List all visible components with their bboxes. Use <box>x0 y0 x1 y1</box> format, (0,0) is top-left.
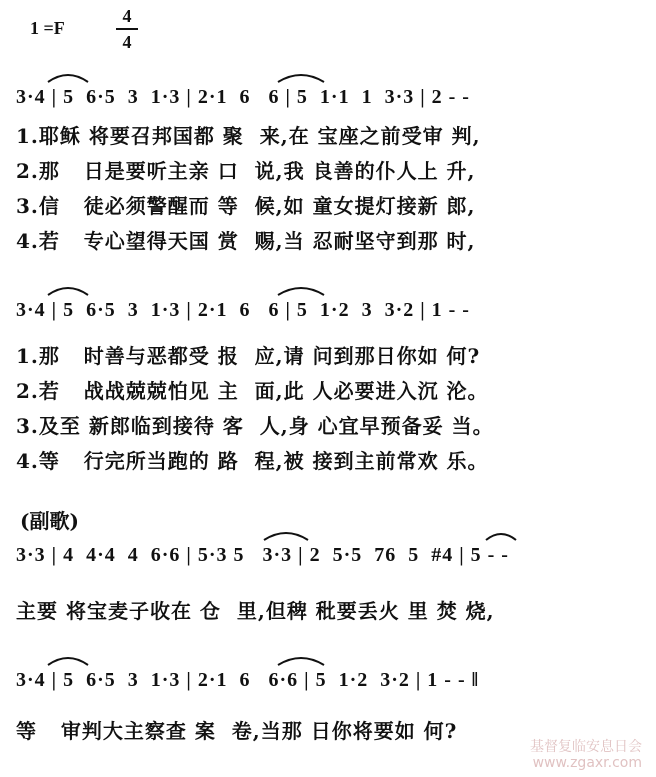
lyric-2-3: 3.及至 新郎临到接待 客 人,身 心宜早预备妥 当。 <box>16 414 494 438</box>
jianpu-notes-2: 3·4 | 5 6·5 3 1·3 | 2·1 6 6 | 5 1·2 3 3·2 | 1 - - <box>16 299 470 321</box>
notation-line-3 <box>16 520 636 568</box>
time-bottom: 4 <box>122 32 132 52</box>
jianpu-notes-3: 3·3 | 4 4·4 4 6·6 | 5·3 5 3·3 | 2 5·5 76 5 #4 | 5 - - <box>16 544 509 566</box>
notation-line-1 <box>16 62 636 110</box>
lyric-1-4: 4.若 专心望得天国 赏 赐,当 忍耐坚守到那 时, <box>16 229 476 253</box>
lyric-1-1: 1.耶稣 将要召邦国都 聚 来,在 宝座之前受审 判, <box>16 124 481 148</box>
watermark-line1: 基督复临安息日会 <box>530 739 642 755</box>
watermark-line2: www.zgaxr.com <box>532 755 642 771</box>
watermark <box>530 739 642 771</box>
lyric-2-2: 2.若 战战兢兢怕见 主 面,此 人必要进入沉 沦。 <box>16 379 489 403</box>
notation-line-2 <box>16 275 636 323</box>
time-top: 4 <box>122 6 132 26</box>
time-signature <box>116 6 138 52</box>
lyric-2-1: 1.那 时善与恶都受 报 应,请 问到那日你如 何? <box>16 344 481 368</box>
lyric-1-3: 3.信 徒必须警醒而 等 候,如 童女提灯接新 郎, <box>16 194 476 218</box>
jianpu-notes-1: 3·4 | 5 6·5 3 1·3 | 2·1 6 6 | 5 1·1 1 3·3 | 2 - - <box>16 86 470 108</box>
refrain-label: (副歌) <box>20 509 79 533</box>
lyric-4-1: 等 审判大主察查 案 卷,当那 日你将要如 何? <box>16 719 458 743</box>
key-signature: 1 =F <box>30 18 65 38</box>
lyric-2-4: 4.等 行完所当跑的 路 程,被 接到主前常欢 乐。 <box>16 449 489 473</box>
jianpu-notes-4: 3·4 | 5 6·5 3 1·3 | 2·1 6 6·6 | 5 1·2 3·2 | 1 - - ‖ <box>16 669 480 691</box>
lyric-3-1: 主要 将宝麦子收在 仓 里,但稗 秕要丢火 里 焚 烧, <box>16 599 495 623</box>
lyric-1-2: 2.那 日是要听主亲 口 说,我 良善的仆人上 升, <box>16 159 476 183</box>
notation-line-4 <box>16 645 636 693</box>
